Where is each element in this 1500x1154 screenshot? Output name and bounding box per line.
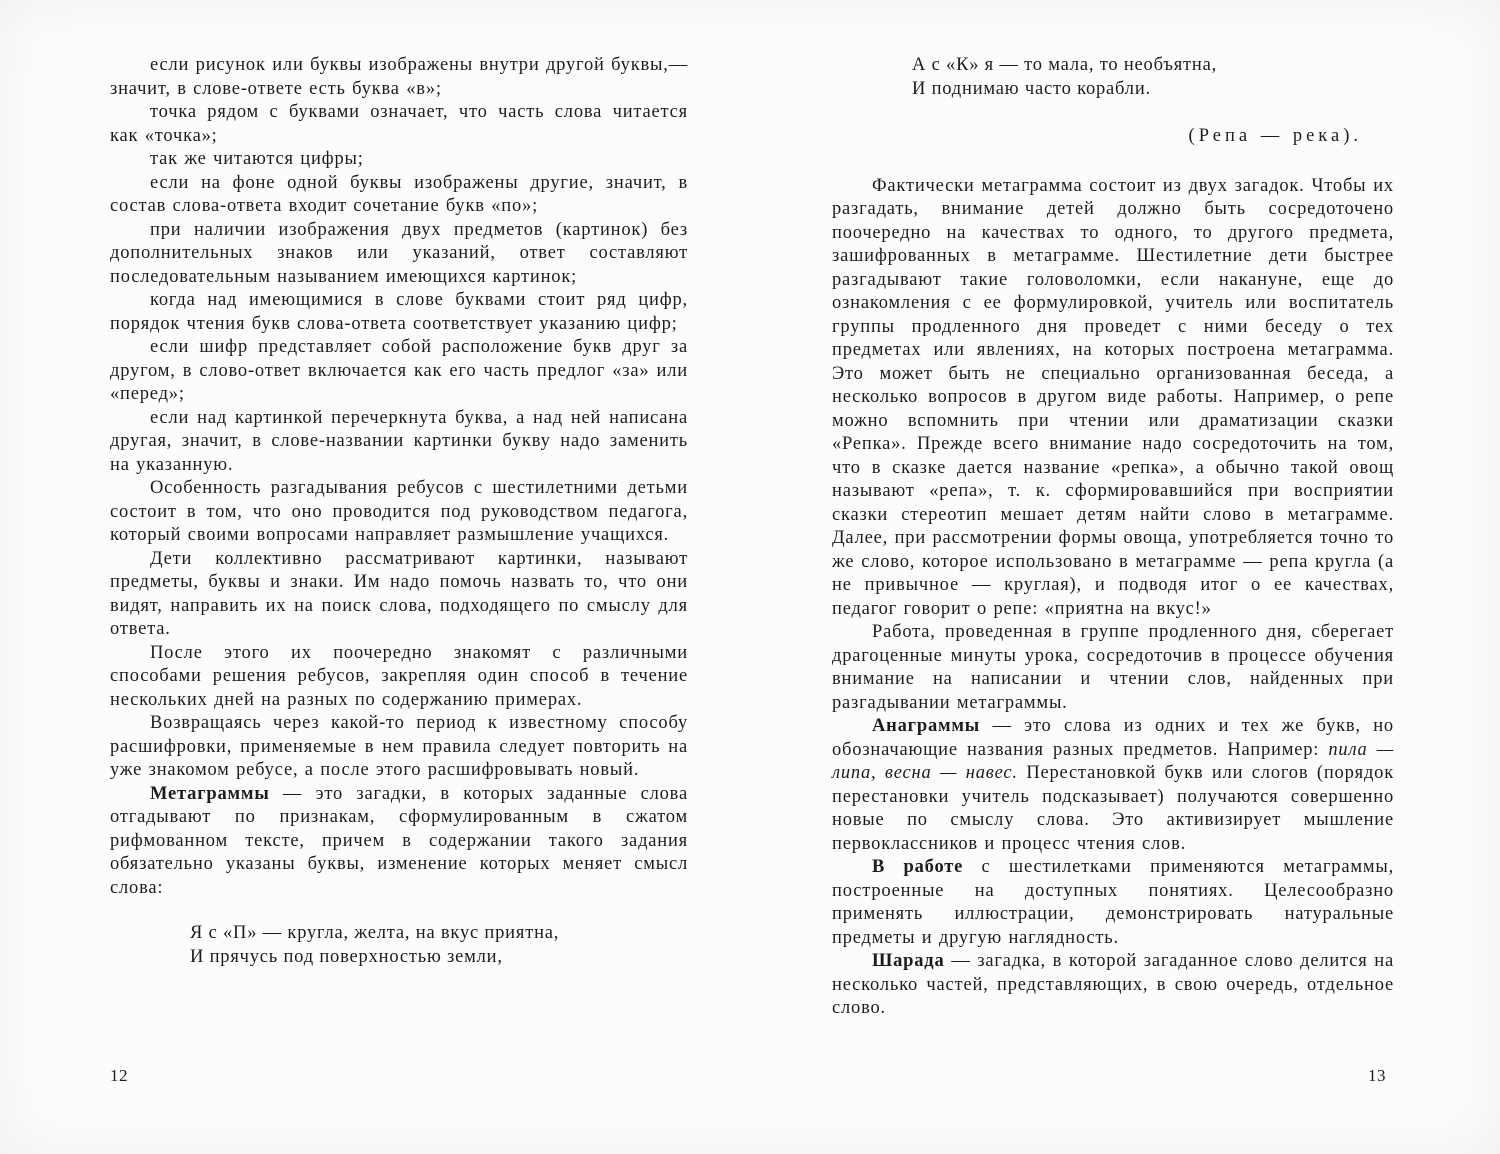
verse-line: И прячусь под поверхностью земли, [190, 946, 503, 967]
bold-text: Анаграммы [872, 716, 981, 736]
text-run: — загадка, в которой загаданное слово делится на несколько частей, представляющих, в свою очередь, отдельное слово. [832, 951, 1394, 1018]
verse-block [190, 922, 688, 969]
text-run: так же читаются цифры; [150, 149, 364, 169]
paragraph [110, 336, 688, 407]
text-run: После этого их поочередно знакомят с различными способами решения ребусов, закрепляя один способ в течение нескольких дней на разных по содержанию примерах. [110, 642, 688, 710]
verse-block [912, 54, 1394, 101]
left-page-text [110, 54, 688, 969]
paragraph [110, 477, 688, 548]
text-run: Работа, проведенная в группе продленного дня, сберегает драгоценные минуты урока, сосредоточив в процессе обучения внимание на написании и чтении слов, найденных при разгадывании метаграммы. [832, 622, 1394, 713]
paragraph [832, 856, 1394, 950]
text-run: с шестилетками применяются метаграммы, построенные на доступных понятиях. Целесообразно применять иллюстрации, демонстрировать натуральные предметы и другую наглядность. [832, 857, 1394, 948]
paragraph [110, 54, 688, 101]
paragraph [832, 175, 1394, 622]
text-run: (Репа — река). [1188, 126, 1362, 146]
text-run: Возвращаясь через какой-то период к известному способу расшифровки, применяемые в нем правила следует повторить на уже знакомом ребусе, а после этого расшифровывать новый. [110, 713, 688, 780]
paragraph [110, 219, 688, 290]
text-run: если на фоне одной буквы изображены другие, значит, в состав слова-ответа входит сочетание букв «по»; [110, 172, 688, 216]
bold-text: Метаграммы [150, 783, 270, 804]
italic-text: пила — липа, весна — навес. [832, 739, 1394, 783]
verse-line: Я с «П» — кругла, желта, на вкус приятна, [190, 923, 560, 943]
text-run: если над картинкой перечеркнута буква, а над ней написана другая, значит, в слове-названии картинки букву надо заменить на указанную. [110, 407, 688, 475]
page-number-right: 13 [1368, 1066, 1386, 1085]
paragraph [110, 548, 688, 642]
text-run: если шифр представляет собой расположение букв друг за другом, в слово-ответ включается как его часть предлог «за» или «перед»; [110, 337, 688, 404]
paragraph [110, 407, 688, 478]
paragraph [110, 642, 688, 713]
text-run: Фактически метаграмма состоит из двух загадок. Чтобы их разгадать, внимание детей должно быть сосредоточено поочередно на качествах то одного, то другого предмета, зашифрованных в метаграмме. Шестилетние дети быстрее разгадывают такие головоломки, если накануне, еще до ознакомления с ее формулировкой, учитель или воспитатель группы продленного дня проведет с ними беседу о тех предметах или явлениях, на которых построена метаграмма. Это может быть не специально организованная беседа, а несколько вопросов в другом виде работы. Например, о репе можно вспомнить при чтении или драматизации сказки «Репка». Прежде всего внимание надо сосредоточить на том, что в сказке дается название «репка», а обычно такой овощ называют «репа», т. к. сформировавшийся при восприятии сказки стереотип мешает детям найти слово в метаграмме. Далее, при рассмотрении формы овоща, употребляется точно то же слово, которое использовано в метаграмме — репа кругла (а не привычное — круглая), и подводя итог о ее качествах, педагог говорит о репе: «приятна на вкус!» [832, 175, 1394, 619]
paragraph [832, 621, 1394, 715]
text-run: Особенность разгадывания ребусов с шестилетними детьми состоит в том, что оно проводится под руководством педагога, который своими вопросами направляет размышление учащихся. [110, 478, 688, 545]
paragraph [110, 289, 688, 336]
paragraph [110, 148, 688, 172]
right-page-text [832, 54, 1394, 1021]
text-run: когда над имеющимися в слове буквами стоит ряд цифр, порядок чтения букв слова-ответа соответствует указанию цифр; [110, 290, 688, 334]
verse-line: А с «К» я — то мала, то необъятна, [912, 55, 1218, 75]
text-run: — это загадки, в которых заданные слова отгадывают по признакам, сформулированным в сжатом рифмованном тексте, причем в содержании такого задания обязательно указаны буквы, изменение которых меняет смысл слова: [110, 783, 688, 898]
text-run: при наличии изображения двух предметов (картинок) без дополнительных знаков или указаний, ответ составляют последовательным называнием имеющихся картинок; [110, 219, 688, 287]
paragraph [110, 712, 688, 783]
text-run: если рисунок или буквы изображены внутри другой буквы,— значит, в слове-ответе есть буква «в»; [110, 55, 688, 99]
text-run: — это слова из одних и тех же букв, но обозначающие названия разных предметов. Например: [832, 716, 1394, 760]
bold-text: Шарада [872, 951, 945, 971]
page-number-left: 12 [110, 1066, 128, 1085]
bold-text: В работе [872, 857, 964, 877]
verse-line: И поднимаю часто корабли. [912, 78, 1151, 99]
text-run: Перестановкой букв или слогов (порядок перестановки учитель подсказывает) получаются совершенно новые по смыслу слова. Это активизирует мышление первоклассников и процесс чтения слов. [832, 763, 1394, 854]
text-run: точка рядом с буквами означает, что часть слова читается как «точка»; [110, 102, 688, 146]
paragraph [832, 715, 1394, 856]
paragraph [110, 783, 688, 901]
paragraph [110, 172, 688, 219]
paragraph [110, 101, 688, 148]
text-run: Дети коллективно рассматривают картинки, называют предметы, буквы и знаки. Им надо помочь назвать то, что они видят, направить их на поиск слова, подходящего по смыслу для ответа. [110, 548, 688, 639]
attribution [832, 125, 1394, 149]
paragraph [832, 950, 1394, 1021]
